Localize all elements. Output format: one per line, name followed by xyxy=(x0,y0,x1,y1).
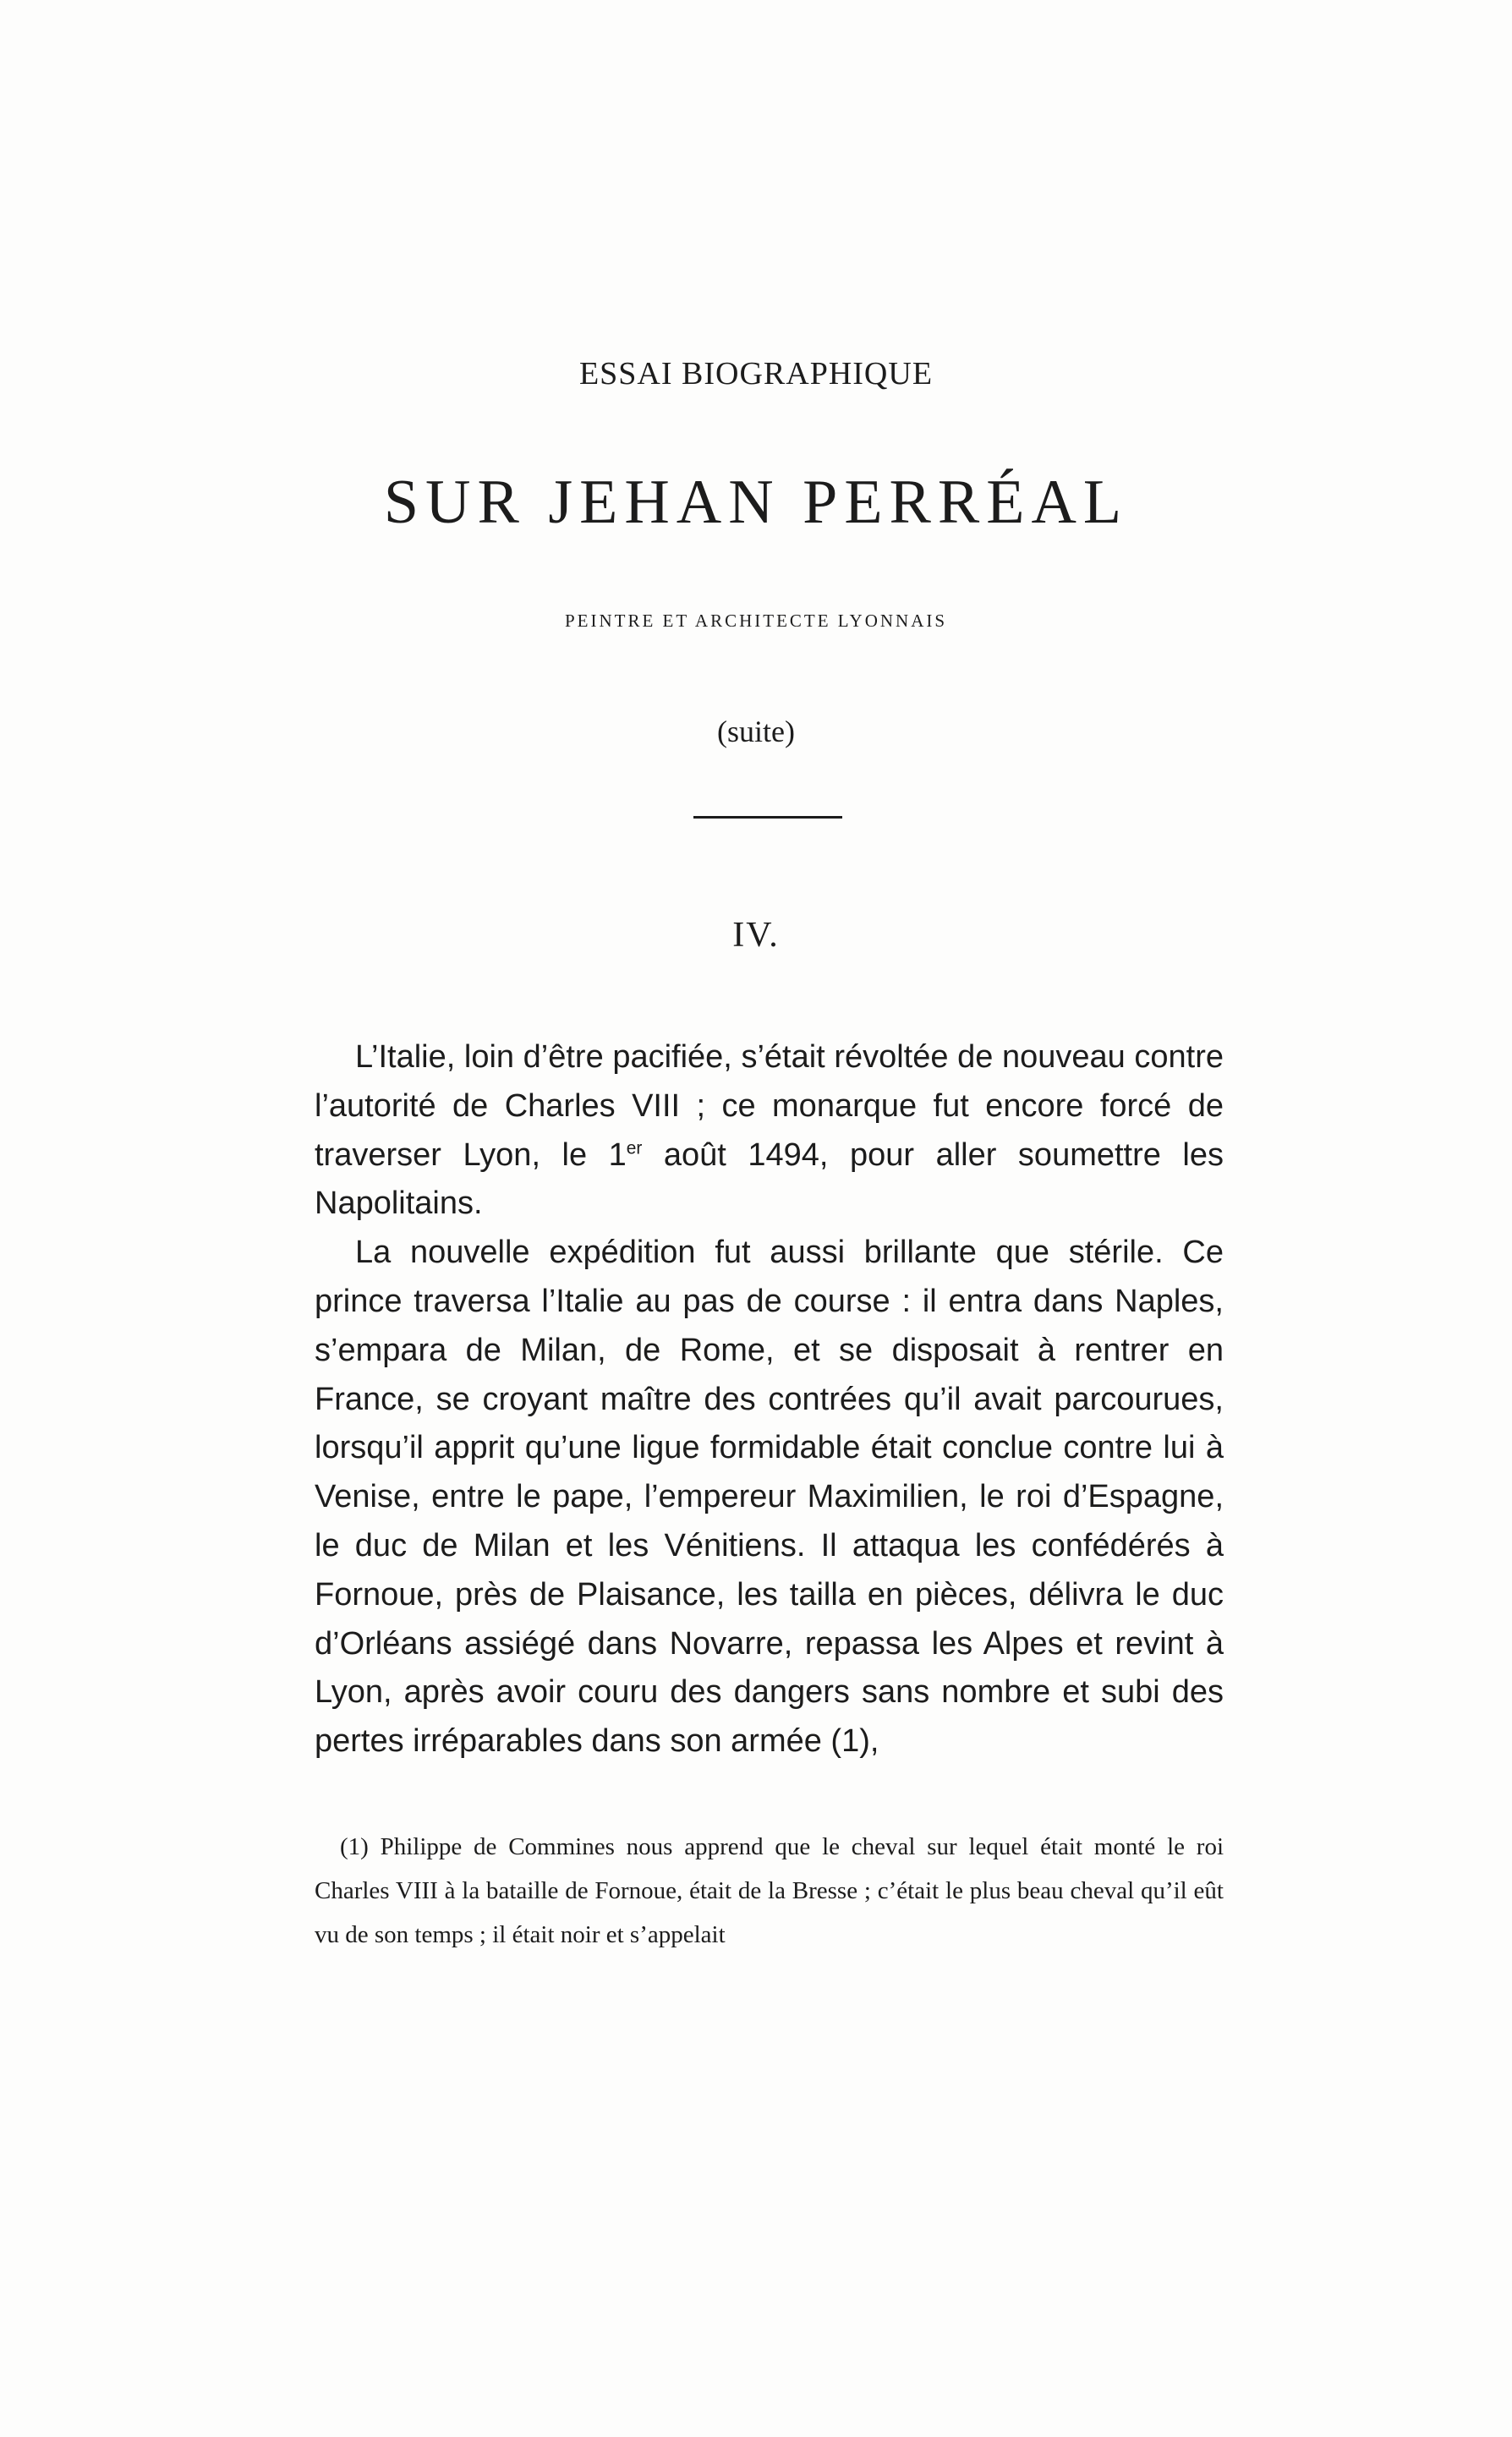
section-number: IV. xyxy=(732,916,780,955)
subtitle: PEINTRE ET ARCHITECTE LYONNAIS xyxy=(564,611,948,631)
section-divider xyxy=(693,816,842,819)
continuation-note: (suite) xyxy=(717,715,795,748)
paragraph-1-end: août 1494, pour aller soumettre les Napolitains. xyxy=(315,1136,1224,1222)
page-title: SUR JEHAN PERRÉAL xyxy=(383,468,1129,537)
paragraph-1 xyxy=(315,1033,1224,1229)
ordinal-superscript: er xyxy=(626,1137,643,1158)
paragraph-1-start: L’Italie, loin d’être pacifiée, s’était révoltée de nouveau contre l’autorité de Charles VIII ; ce monarque fut encore forcé de traverser Lyon, le 1 xyxy=(315,1039,1224,1173)
footnote: (1) Philippe de Commines nous apprend que le cheval sur lequel était monté le roi Charles VIII à la bataille de Fornoue, était de la Bresse ; c’était le plus beau cheval qu’il eût vu de son temps ; il était noir et s’appelait xyxy=(315,1833,1224,1948)
paragraph-2: La nouvelle expédition fut aussi brillante que stérile. Ce prince traversa l’Italie au pas de course : il entra dans Naples, s’empara de Milan, de Rome, et se disposait à rentrer en France, se croyant maître des contrées qu’il avait parcourues, lorsqu’il apprit qu’une ligue formidable était conclue contre lui à Venise, entre le pape, l’empereur Maximilien, le roi d’Espagne, le duc de Milan et les Vénitiens. Il attaqua les confédérés à Fornoue, près de Plaisance, les tailla en pièces, délivra le duc d’Orléans assiégé dans Novarre, repassa les Alpes et revint à Lyon, après avoir couru des dangers sans nombre et subi des pertes irréparables dans son armée (1), xyxy=(315,1235,1224,1760)
body-text xyxy=(315,1033,1224,1766)
kicker-heading: ESSAI BIOGRAPHIQUE xyxy=(578,356,934,392)
